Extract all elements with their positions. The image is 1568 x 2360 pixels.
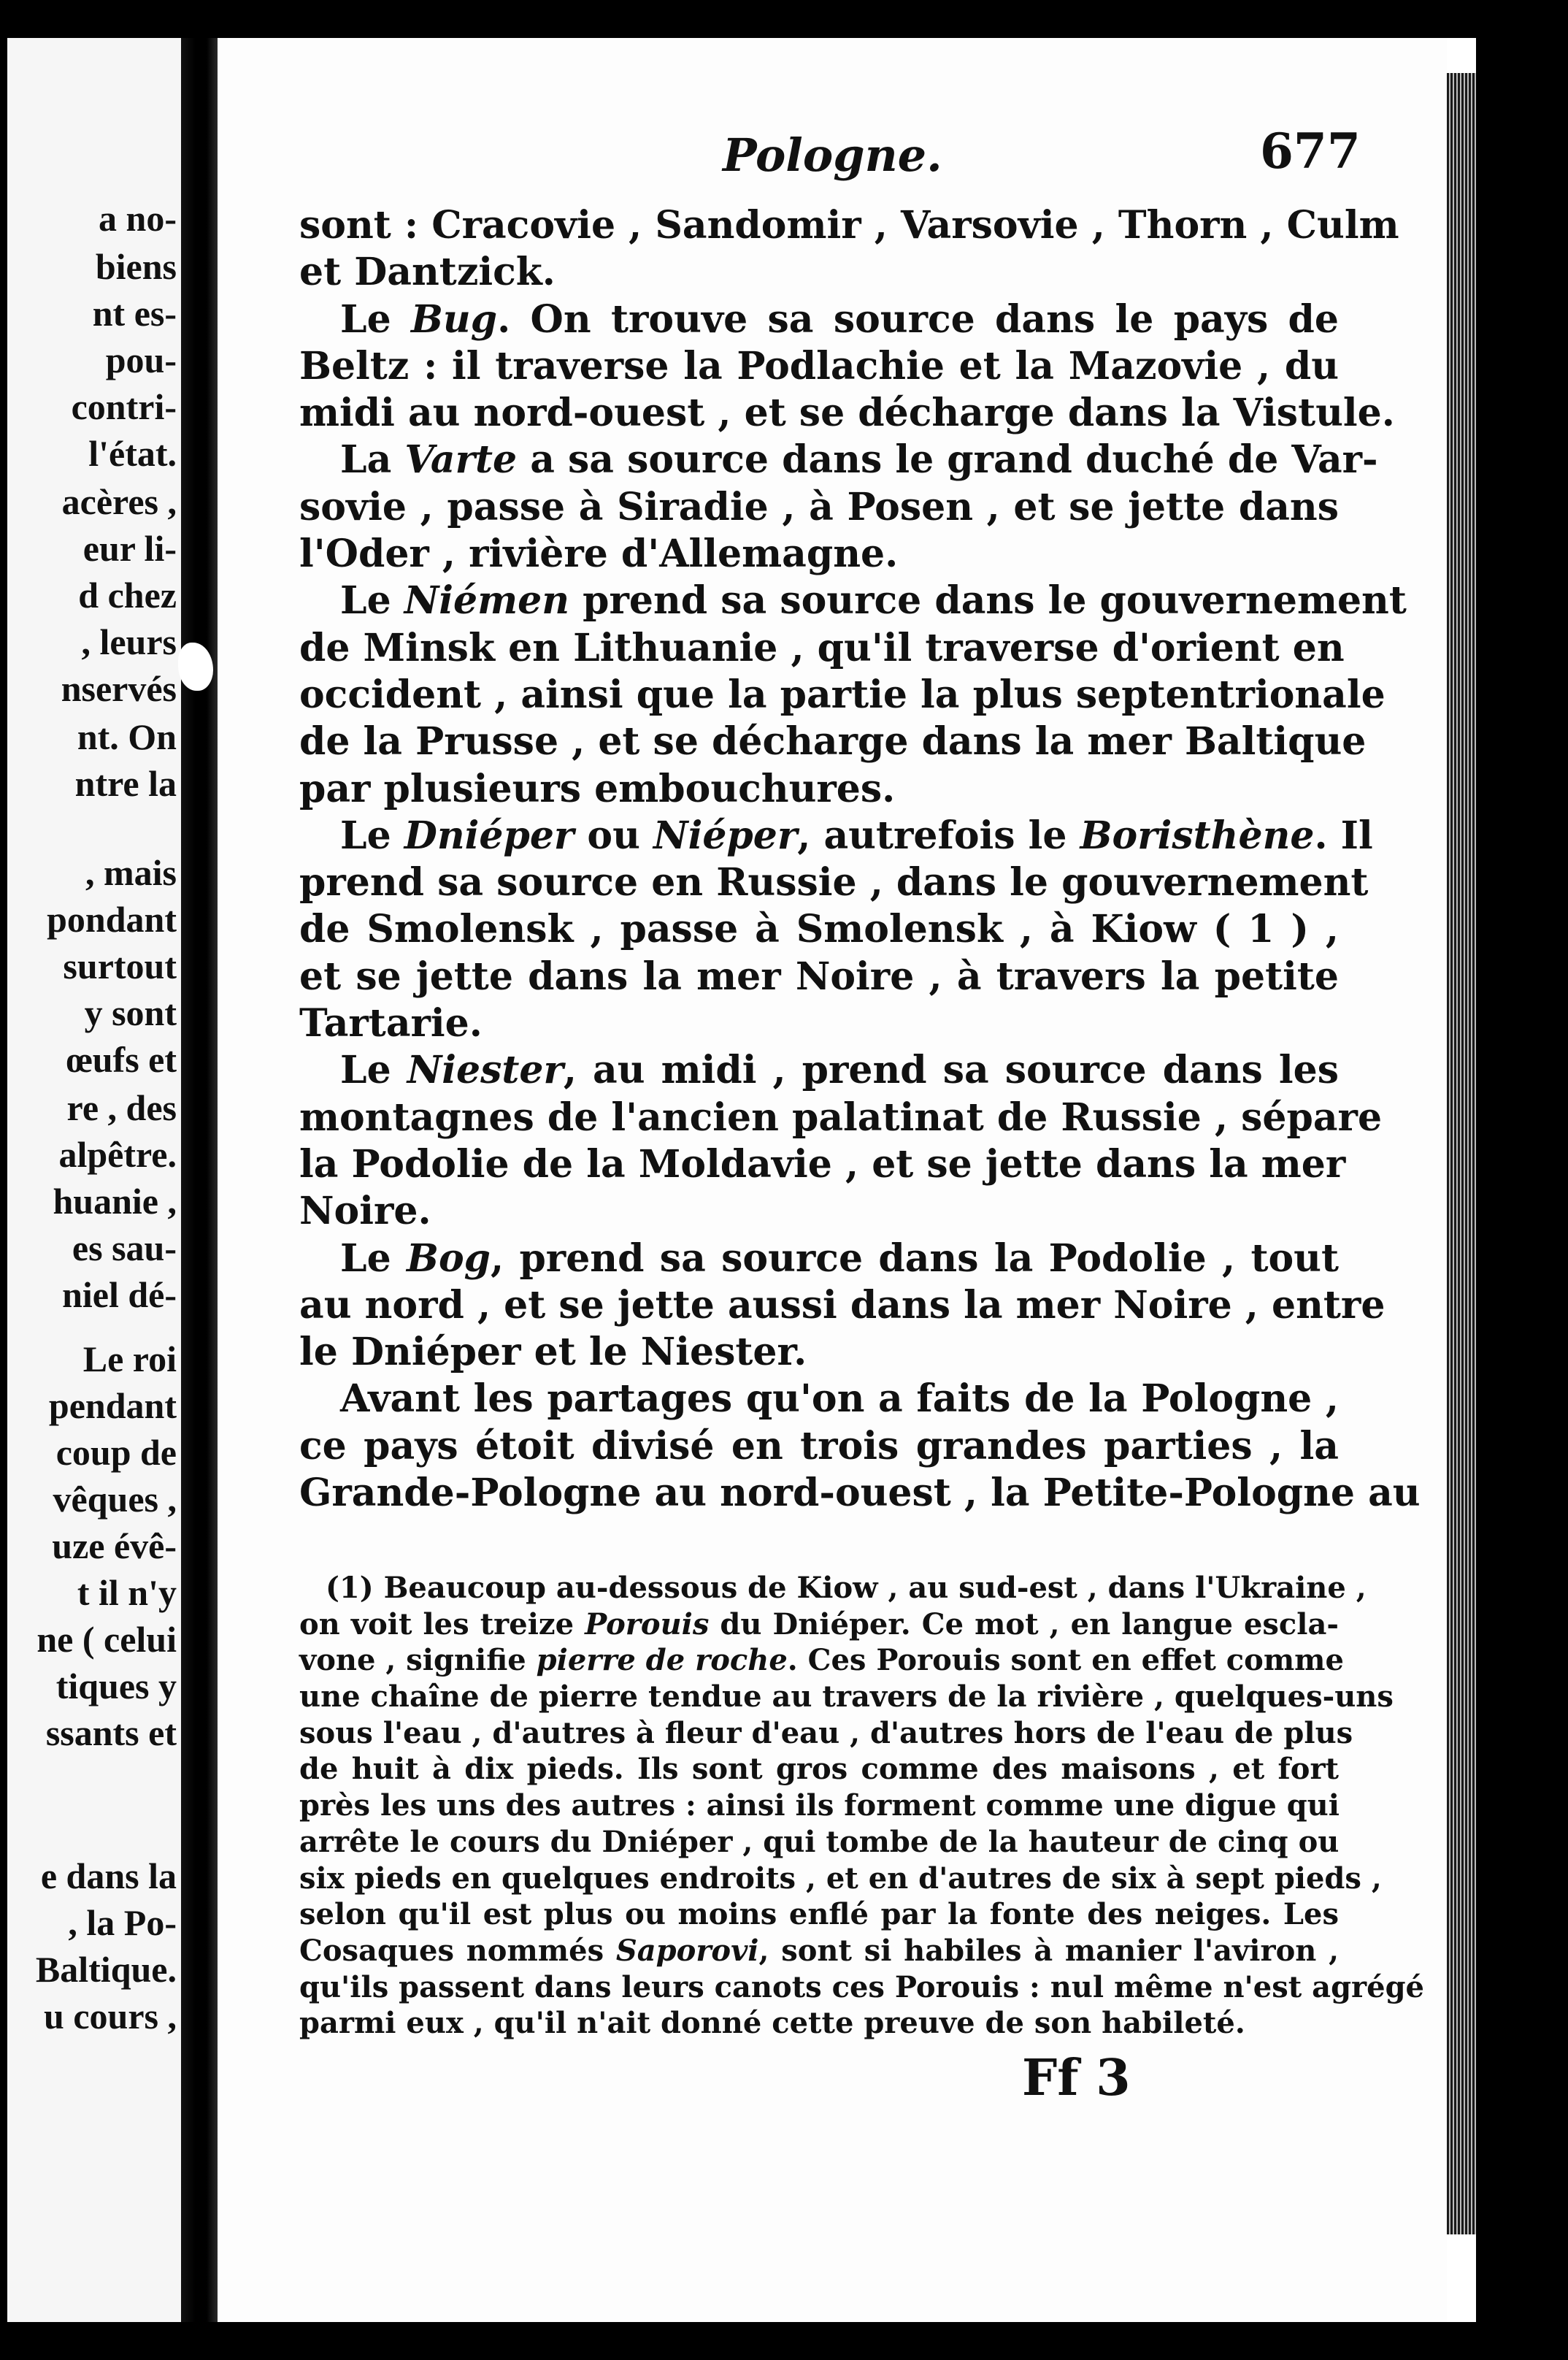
body-line bbox=[299, 249, 1339, 296]
left-page-fragment bbox=[7, 38, 181, 2322]
footnote-line-segment: qu'ils passent dans leurs canots ces Porouis : nul même n'est agrégé bbox=[299, 1969, 1424, 2004]
body-line-segment: par plusieurs embouchures. bbox=[299, 766, 896, 811]
footnote-line-italic: Porouis bbox=[585, 1606, 710, 1641]
body-line-segment: ce pays étoit divisé en trois grandes parties , la bbox=[299, 1423, 1339, 1468]
body-line-segment: de Smolensk , passe à Smolensk , à Kiow ( 1 ) , bbox=[299, 907, 1339, 952]
body-line-segment: a sa source dans le grand duché de Var- bbox=[517, 437, 1378, 483]
body-line-segment: , au midi , prend sa source dans les bbox=[563, 1048, 1339, 1093]
footnote-line-segment: , sont si habiles à manier l'aviron , bbox=[758, 1933, 1340, 1968]
footnote-line-segment: sous l'eau , d'autres à fleur d'eau , d'autres hors de l'eau de plus bbox=[299, 1715, 1353, 1750]
left-page-line: Baltique. bbox=[35, 1949, 177, 1990]
body-line bbox=[299, 813, 1373, 859]
footnote-line-segment: selon qu'il est plus ou moins enflé par la fonte des neiges. Les bbox=[299, 1897, 1339, 1932]
left-page-line: , la Po- bbox=[68, 1902, 177, 1943]
body-line bbox=[299, 672, 1386, 719]
body-line-italic: Dniéper bbox=[404, 813, 574, 858]
body-line-segment: de la Prusse , et se décharge dans la mer Baltique bbox=[299, 719, 1367, 765]
body-line-segment: Tartarie. bbox=[299, 1001, 483, 1046]
body-line-segment: la Podolie de la Moldavie , et se jette dans la mer bbox=[299, 1141, 1346, 1187]
left-page-line: d chez bbox=[78, 575, 177, 616]
body-line bbox=[299, 1000, 1339, 1047]
body-line-segment: Le bbox=[340, 296, 411, 342]
left-page-line: t il n'y bbox=[77, 1572, 177, 1613]
body-line bbox=[299, 1095, 1383, 1141]
left-page-line: Le roi bbox=[82, 1338, 177, 1379]
body-text bbox=[299, 202, 1421, 1517]
body-line-segment: prend sa source en Russie , dans le gouvernement bbox=[299, 860, 1369, 905]
running-head: Pologne. bbox=[723, 129, 942, 182]
footnote-line bbox=[299, 1824, 1339, 1861]
footnote-line bbox=[299, 1751, 1339, 1788]
footnote-line-segment: six pieds en quelques endroits , et en d'autres de six à sept pieds , bbox=[299, 1861, 1382, 1896]
body-line-italic: Bug bbox=[410, 296, 498, 342]
book-gutter bbox=[181, 38, 218, 2322]
signature-mark: Ff 3 bbox=[1022, 2049, 1131, 2107]
body-line-segment: Le bbox=[340, 813, 404, 858]
left-page-line: œufs et bbox=[66, 1039, 177, 1080]
body-line-segment: montagnes de l'ancien palatinat de Russie , sépare bbox=[299, 1095, 1383, 1140]
footnote-line bbox=[299, 1642, 1344, 1679]
left-page-line: re , des bbox=[66, 1087, 177, 1128]
left-page-line: eur li- bbox=[82, 528, 177, 569]
left-page-line: contri- bbox=[71, 386, 177, 427]
body-line bbox=[299, 625, 1345, 672]
body-line bbox=[299, 1235, 1339, 1282]
scan-border-bottom bbox=[0, 2322, 1568, 2360]
footnote-line-segment: une chaîne de pierre tendue au travers de la rivière , quelques-uns bbox=[299, 1679, 1394, 1715]
body-line bbox=[299, 1282, 1386, 1329]
footnote-line-segment: (1) Beaucoup au-dessous de Kiow , au sud-est , dans l'Ukraine , bbox=[326, 1571, 1367, 1605]
footnote-line-segment: parmi eux , qu'il n'ait donné cette preuve de son habileté. bbox=[299, 2006, 1245, 2041]
body-line-segment: . Il bbox=[1314, 813, 1373, 858]
body-line-segment: Le bbox=[340, 1235, 407, 1281]
scan-border-top bbox=[0, 0, 1568, 38]
footnote-line bbox=[299, 1969, 1424, 2006]
body-line-segment: sont : Cracovie , Sandomir , Varsovie , Thorn , Culm bbox=[299, 203, 1399, 248]
left-page-line: alpêtre. bbox=[58, 1134, 177, 1175]
body-line-segment: Grande-Pologne au nord-ouest , la Petite-Pologne au bbox=[299, 1471, 1421, 1516]
left-page-line: nservés bbox=[61, 668, 177, 709]
body-line-segment: et Dantzick. bbox=[299, 250, 556, 295]
body-line bbox=[299, 1376, 1339, 1422]
body-line-segment: , prend sa source dans la Podolie , tout bbox=[491, 1235, 1339, 1281]
left-page-line: acères , bbox=[61, 481, 177, 522]
body-line-segment: l'Oder , rivière d'Allemagne. bbox=[299, 532, 899, 577]
footnote-line bbox=[299, 1606, 1339, 1643]
body-line bbox=[299, 531, 1339, 578]
left-page-line: , mais bbox=[85, 852, 177, 893]
body-line bbox=[299, 343, 1339, 390]
body-line-segment: Avant les partages qu'on a faits de la Pologne , bbox=[340, 1376, 1339, 1422]
footnote-line-segment: on voit les treize bbox=[299, 1606, 585, 1641]
body-line-segment: prend sa source dans le gouvernement bbox=[569, 578, 1407, 624]
left-page-line: pou- bbox=[105, 340, 177, 380]
body-line-segment: midi au nord-ouest , et se décharge dans la Vistule. bbox=[299, 391, 1395, 436]
page-number: 677 bbox=[1260, 123, 1361, 180]
body-line bbox=[299, 390, 1395, 437]
left-page-line: surtout bbox=[63, 946, 177, 986]
body-line bbox=[299, 1141, 1346, 1188]
footnote-line bbox=[299, 1861, 1382, 1897]
body-line bbox=[299, 1470, 1421, 1517]
body-line bbox=[299, 1188, 1339, 1235]
body-line-segment: au nord , et se jette aussi dans la mer Noire , entre bbox=[299, 1282, 1386, 1328]
left-page-line: nt es- bbox=[92, 293, 177, 334]
body-line bbox=[299, 1047, 1339, 1094]
body-line-italic: Boristhène bbox=[1080, 813, 1315, 858]
body-line-segment: sovie , passe à Siradie , à Posen , et se jette dans bbox=[299, 484, 1339, 529]
footnote-line bbox=[299, 1933, 1339, 1969]
body-line-segment: Noire. bbox=[299, 1189, 431, 1234]
footnote-line-segment: arrête le cours du Dniéper , qui tombe de la hauteur de cinq ou bbox=[299, 1824, 1340, 1859]
left-page-line: , leurs bbox=[81, 621, 177, 662]
footnote-line-segment: de huit à dix pieds. Ils sont gros comme des maisons , et fort bbox=[299, 1752, 1339, 1787]
body-line-segment: le Dniéper et le Niester. bbox=[299, 1330, 807, 1375]
body-line bbox=[299, 202, 1399, 249]
footnote-line-segment: du Dniéper. Ce mot , en langue escla- bbox=[709, 1606, 1339, 1641]
body-line bbox=[299, 766, 1339, 813]
body-line-segment: Le bbox=[340, 578, 404, 624]
footnote-line-segment: près les uns des autres : ainsi ils forment comme une digue qui bbox=[299, 1788, 1340, 1823]
left-page-line: nt. On bbox=[77, 716, 177, 757]
body-line-italic: Niéper bbox=[653, 813, 798, 858]
body-line bbox=[299, 437, 1378, 483]
left-page-line: pendant bbox=[48, 1385, 177, 1426]
left-page-line: tiques y bbox=[55, 1666, 177, 1706]
body-line-segment: de Minsk en Lithuanie , qu'il traverse d'orient en bbox=[299, 625, 1345, 670]
body-line bbox=[299, 484, 1339, 531]
left-page-line: huanie , bbox=[53, 1181, 177, 1222]
left-page-line: es sau- bbox=[72, 1227, 177, 1268]
body-line-segment: Beltz : il traverse la Podlachie et la Mazovie , du bbox=[299, 343, 1339, 388]
body-line bbox=[299, 1329, 1339, 1376]
body-line-segment: ou bbox=[574, 813, 654, 858]
body-line bbox=[299, 906, 1339, 953]
left-page-line: ne ( celui bbox=[36, 1619, 177, 1660]
body-line-segment: occident , ainsi que la partie la plus septentrionale bbox=[299, 672, 1386, 717]
body-line bbox=[299, 296, 1339, 343]
left-page-line: pondant bbox=[47, 899, 177, 940]
footnote-line bbox=[299, 1788, 1339, 1824]
footnote-line bbox=[299, 2005, 1339, 2042]
body-line-segment: , autrefois le bbox=[797, 813, 1080, 858]
left-page-line: y sont bbox=[84, 992, 177, 1033]
body-line-segment: . On trouve sa source dans le pays de bbox=[497, 296, 1340, 342]
left-page-line: a no- bbox=[99, 198, 177, 239]
scan-border-left bbox=[0, 0, 7, 2360]
scan-border-right bbox=[1476, 0, 1568, 2360]
left-page-line: vêques , bbox=[53, 1479, 177, 1520]
footnote-line-italic: Saporovi bbox=[615, 1933, 759, 1968]
left-page-line: e dans la bbox=[40, 1855, 177, 1896]
footnote-line bbox=[299, 1715, 1353, 1752]
body-line bbox=[299, 1423, 1339, 1470]
body-line bbox=[299, 859, 1369, 906]
left-page-line: biens bbox=[95, 246, 177, 287]
footnote-line bbox=[299, 1570, 1367, 1606]
body-line-italic: Bog bbox=[407, 1235, 491, 1281]
left-page-line: l'état. bbox=[88, 433, 177, 474]
footnote-line-italic: pierre de roche bbox=[536, 1643, 788, 1678]
footnote-line bbox=[299, 1896, 1339, 1933]
footnote-line-segment: vone , signifie bbox=[299, 1643, 537, 1678]
footnote-block bbox=[299, 1570, 1424, 2042]
left-page-line: niel dé- bbox=[62, 1274, 177, 1315]
body-line-italic: Varte bbox=[404, 437, 518, 483]
footnote-line bbox=[299, 1679, 1394, 1715]
body-line-italic: Niémen bbox=[404, 578, 570, 624]
left-page-line: ssants et bbox=[45, 1712, 177, 1753]
body-line-segment: Le bbox=[340, 1048, 407, 1093]
body-line bbox=[299, 954, 1339, 1000]
body-line-segment: et se jette dans la mer Noire , à travers la petite bbox=[299, 954, 1339, 999]
left-page-line: u cours , bbox=[44, 1996, 177, 2037]
left-page-line: ntre la bbox=[74, 763, 177, 804]
page-stack-edge bbox=[1447, 73, 1476, 2234]
body-line-italic: Niester bbox=[407, 1048, 564, 1093]
body-line-segment: La bbox=[340, 437, 405, 483]
footnote-line-segment: Cosaques nommés bbox=[299, 1933, 616, 1968]
left-page-line: uze évê- bbox=[52, 1525, 177, 1566]
footnote-line-segment: . Ces Porouis sont en effet comme bbox=[787, 1643, 1344, 1678]
body-line bbox=[299, 578, 1407, 624]
left-page-line: coup de bbox=[55, 1432, 177, 1473]
body-line bbox=[299, 719, 1367, 765]
